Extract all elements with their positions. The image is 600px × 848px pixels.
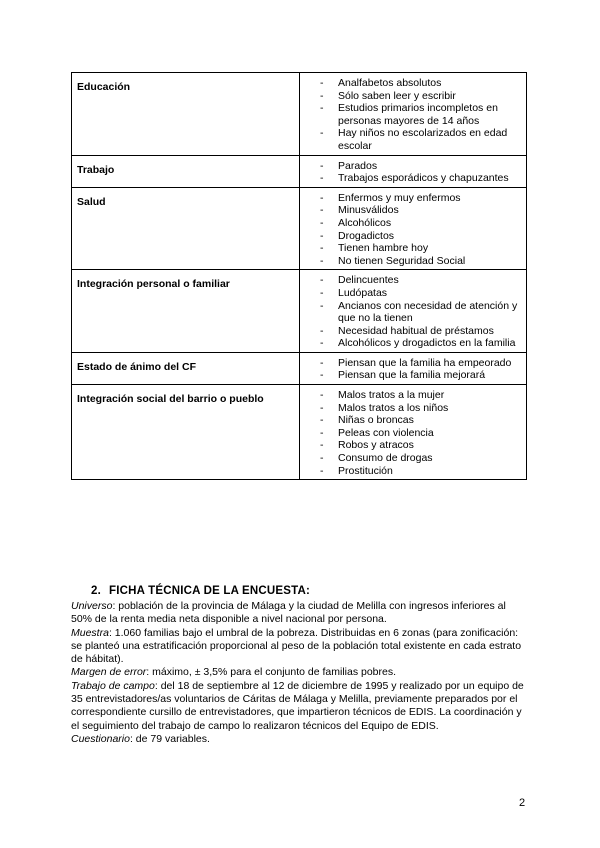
list-item: - Malos tratos a los niños [320, 402, 521, 415]
list-item: - Parados [320, 160, 521, 173]
label-margen: Margen de error [71, 666, 147, 679]
list-item: - Delincuentes [320, 274, 521, 287]
list-item: - Consumo de drogas [320, 452, 521, 465]
paragraph-muestra [71, 627, 527, 667]
list-item: - Niñas o broncas [320, 414, 521, 427]
category-cell: Educación [72, 73, 300, 156]
list-item: - Piensan que la familia ha empeorado [320, 357, 521, 370]
list-item: - Necesidad habitual de préstamos [320, 325, 521, 338]
list-item: - Prostitución [320, 465, 521, 478]
list-item: - Estudios primarios incompletos en personas mayores de 14 años [320, 102, 521, 127]
list-item: - Peleas con violencia [320, 427, 521, 440]
text-muestra: : 1.060 familias bajo el umbral de la pobreza. Distribuidas en 6 zonas (para zonificación: se planteó una estratificación proporcional al peso de la población total existente en cada estrato de hábitat). [71, 626, 522, 666]
table-row [72, 385, 527, 480]
list-item: - Enfermos y muy enfermos [320, 192, 521, 205]
paragraph-margen [71, 666, 527, 679]
text-cuestionario: : de 79 variables. [129, 732, 210, 745]
list-item: - Alcohólicos y drogadictos en la familia [320, 337, 521, 350]
category-cell: Integración personal o familiar [72, 270, 300, 353]
list-item: - Tienen hambre hoy [320, 242, 521, 255]
category-cell: Trabajo [72, 155, 300, 187]
table-row [72, 270, 527, 353]
items-cell [300, 187, 527, 270]
section-heading [91, 585, 310, 597]
text-universo: : población de la provincia de Málaga y la ciudad de Melilla con ingresos inferiores al 50% de la renta media neta disponible a nivel nacional por persona. [71, 600, 506, 626]
text-margen: : máximo, ± 3,5% para el conjunto de familias pobres. [146, 666, 397, 679]
text-trabajo: : del 18 de septiembre al 12 de diciembre de 1995 y realizado por un equipo de 35 entrevistadores/as voluntarios de Cáritas de Málaga y Melilla, previamente preparados por el correspondiente cursillo de entrevistadores, que impartieron técnicos de EDIS. La coordinación y el seguimiento del trabajo de campo lo realizaron técnicos del Equipo de EDIS. [71, 679, 524, 732]
list-item: - Piensan que la familia mejorará [320, 369, 521, 382]
section-title: FICHA TÉCNICA DE LA ENCUESTA: [109, 585, 311, 597]
table-row [72, 352, 527, 384]
items-cell [300, 385, 527, 480]
list-item: - Drogadictos [320, 230, 521, 243]
paragraph-universo [71, 600, 527, 627]
list-item: - Trabajos esporádicos y chapuzantes [320, 172, 521, 185]
table-row [72, 155, 527, 187]
list-item: - Robos y atracos [320, 439, 521, 452]
items-cell [300, 155, 527, 187]
list-item: - Sólo saben leer y escribir [320, 90, 521, 103]
paragraph-cuestionario [71, 733, 527, 746]
category-cell: Estado de ánimo del CF [72, 352, 300, 384]
list-item: - Malos tratos a la mujer [320, 389, 521, 402]
items-cell [300, 352, 527, 384]
label-universo: Universo [71, 600, 113, 612]
page-number: 2 [519, 797, 526, 809]
category-cell: Salud [72, 187, 300, 270]
paragraph-trabajo [71, 680, 527, 733]
indicators-table [71, 72, 527, 480]
list-item: - Minusválidos [320, 204, 521, 217]
label-muestra: Muestra [71, 626, 109, 639]
items-cell [300, 73, 527, 156]
technical-sheet [71, 600, 527, 746]
label-trabajo: Trabajo de campo [71, 679, 155, 692]
list-item: - Ancianos con necesidad de atención y que no la tienen [320, 300, 521, 325]
table-row [72, 73, 527, 156]
table-row [72, 187, 527, 270]
list-item: - Alcohólicos [320, 217, 521, 230]
list-item: - Hay niños no escolarizados en edad escolar [320, 127, 521, 152]
list-item: - No tienen Seguridad Social [320, 255, 521, 268]
label-cuestionario: Cuestionario [71, 732, 130, 745]
section-number: 2. [91, 585, 101, 597]
category-cell: Integración social del barrio o pueblo [72, 385, 300, 480]
items-cell [300, 270, 527, 353]
list-item: - Ludópatas [320, 287, 521, 300]
list-item: - Analfabetos absolutos [320, 77, 521, 90]
